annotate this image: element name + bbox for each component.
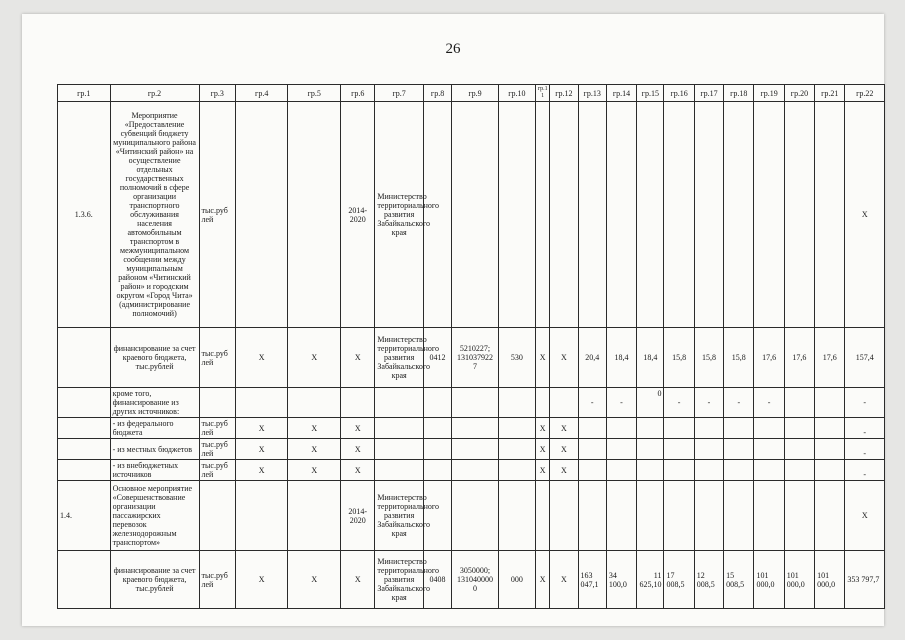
col-header: гр.20 xyxy=(784,85,814,102)
cell-g17: 15,8 xyxy=(694,328,723,388)
cell-g18: - xyxy=(724,388,754,418)
cell-g11: Х xyxy=(536,439,550,460)
cell-g15: 11 625,10 xyxy=(637,551,664,609)
cell-g17: - xyxy=(694,388,723,418)
col-header: гр.9 xyxy=(452,85,499,102)
col-header: гр.8 xyxy=(423,85,451,102)
cell-g10: 530 xyxy=(498,328,535,388)
col-header: гр.18 xyxy=(724,85,754,102)
col-header: гр.14 xyxy=(606,85,636,102)
unit-cell: тыс.руб лей xyxy=(199,439,235,460)
col-header: гр.19 xyxy=(754,85,784,102)
col-header: гр.16 xyxy=(664,85,694,102)
activity-name: кроме того, финансирование из других источников: xyxy=(110,388,199,418)
col-header: гр.22 xyxy=(845,85,885,102)
cell-g19: 101 000,0 xyxy=(754,551,784,609)
cell-g22: - xyxy=(845,418,885,439)
cell-g16: 17 008,5 xyxy=(664,551,694,609)
activity-name: - из федерального бюджета xyxy=(110,418,199,439)
cell-g9: 5210227; 131037922 7 xyxy=(452,328,499,388)
cell-g13: - xyxy=(578,388,606,418)
years-cell: 2014-2020 xyxy=(341,481,375,551)
table-row xyxy=(58,460,885,481)
table-row xyxy=(58,102,885,328)
executor-cell: Министерство территориального развития Забайкальского края xyxy=(375,102,424,328)
cell-g8: 0412 xyxy=(423,328,451,388)
executor-cell: Министерство территориального развития Забайкальского края xyxy=(375,328,424,388)
cell-g10: 000 xyxy=(498,551,535,609)
table-row xyxy=(58,439,885,460)
unit-cell: тыс.руб лей xyxy=(199,551,235,609)
col-header: гр.12 xyxy=(550,85,578,102)
col-header: гр.5 xyxy=(288,85,341,102)
cell-g16: 15,8 xyxy=(664,328,694,388)
cell-g4: Х xyxy=(235,460,288,481)
cell-g18: 15,8 xyxy=(724,328,754,388)
cell-g6: Х xyxy=(341,328,375,388)
col-header: гр.10 xyxy=(498,85,535,102)
cell-g11: Х xyxy=(536,328,550,388)
cell-g9: 3050000; 131040000 0 xyxy=(452,551,499,609)
col-header: гр.1 xyxy=(58,85,111,102)
cell-g22: 157,4 xyxy=(845,328,885,388)
cell-g5: Х xyxy=(288,418,341,439)
col-header: гр.13 xyxy=(578,85,606,102)
cell-g21: 101 000,0 xyxy=(815,551,845,609)
cell-g12: Х xyxy=(550,460,578,481)
col-header: гр.4 xyxy=(235,85,288,102)
col-header: гр.15 xyxy=(637,85,664,102)
cell-g19: - xyxy=(754,388,784,418)
cell-g11: Х xyxy=(536,551,550,609)
header-row xyxy=(58,85,885,102)
cell-g17: 12 008,5 xyxy=(694,551,723,609)
page-number: 26 xyxy=(445,41,461,57)
cell-g18: 15 008,5 xyxy=(724,551,754,609)
executor-cell: Министерство территориального развития Забайкальского края xyxy=(375,481,424,551)
cell-g22: - xyxy=(845,388,885,418)
col-header: гр.17 xyxy=(694,85,723,102)
table-row xyxy=(58,418,885,439)
unit-cell: тыс.руб лей xyxy=(199,418,235,439)
cell-g20: 17,6 xyxy=(784,328,814,388)
activity-name: финансирование за счет краевого бюджета, тыс.рублей xyxy=(110,328,199,388)
executor-cell: Министерство территориального развития Забайкальского края xyxy=(375,551,424,609)
table-row xyxy=(58,551,885,609)
cell-g11: Х xyxy=(536,460,550,481)
years-cell: 2014-2020 xyxy=(341,102,375,328)
cell-g22: 353 797,7 xyxy=(845,551,885,609)
activity-name: финансирование за счет краевого бюджета, тыс.рублей xyxy=(110,551,199,609)
col-header: гр.7 xyxy=(375,85,424,102)
row-number: 1.4. xyxy=(58,481,111,551)
unit-cell: тыс.руб лей xyxy=(199,102,235,328)
col-header: гр.3 xyxy=(199,85,235,102)
cell-g13: 163 047,1 xyxy=(578,551,606,609)
program-table xyxy=(57,84,885,609)
table-row xyxy=(58,481,885,551)
col-header: гр.2 xyxy=(110,85,199,102)
cell-g14: 34 100,0 xyxy=(606,551,636,609)
col-header: гр.1 1 xyxy=(536,85,550,102)
cell-g5: Х xyxy=(288,460,341,481)
cell-g14: 18,4 xyxy=(606,328,636,388)
cell-g4: Х xyxy=(235,418,288,439)
col-header: гр.21 xyxy=(815,85,845,102)
table-row xyxy=(58,388,885,418)
cell-g20: 101 000,0 xyxy=(784,551,814,609)
cell-g21: 17,6 xyxy=(815,328,845,388)
activity-name: Мероприятие «Предоставление субвенций бюджету муниципального района «Читинский район» на осуществление отдельных государственных полномочий в сфере организации транспортного обслуживания населения автомобильным транспортом в межмуниципальном сообщении между муниципальным районом «Читинский район» и городским округом «Город Чита» (администрирование полномочий) xyxy=(110,102,199,328)
cell-g12: Х xyxy=(550,418,578,439)
unit-cell: тыс.руб лей xyxy=(199,328,235,388)
cell-g4: Х xyxy=(235,439,288,460)
cell-g5: Х xyxy=(288,551,341,609)
cell-g19: 17,6 xyxy=(754,328,784,388)
row-number: 1.3.6. xyxy=(58,102,111,328)
cell-g5: Х xyxy=(288,328,341,388)
cell-g14: - xyxy=(606,388,636,418)
cell-g22: - xyxy=(845,460,885,481)
cell-g4: Х xyxy=(235,551,288,609)
unit-cell: тыс.руб лей xyxy=(199,460,235,481)
cell-g4: Х xyxy=(235,328,288,388)
cell-g6: Х xyxy=(341,551,375,609)
cell-g15: 18,4 xyxy=(637,328,664,388)
cell-g15: 0 xyxy=(637,388,664,418)
activity-name: Основное мероприятие «Совершенствование организации пассажирских перевозок железнодорожным транспортом» xyxy=(110,481,199,551)
cell-g5: Х xyxy=(288,439,341,460)
cell-g13: 20,4 xyxy=(578,328,606,388)
cell-g12: Х xyxy=(550,328,578,388)
col-header: гр.6 xyxy=(341,85,375,102)
cell-g8: 0408 xyxy=(423,551,451,609)
activity-name: - из местных бюджетов xyxy=(110,439,199,460)
cell-g6: Х xyxy=(341,439,375,460)
cell-g16: - xyxy=(664,388,694,418)
cell-g22: Х xyxy=(845,102,885,328)
table-row xyxy=(58,328,885,388)
cell-g22: - xyxy=(845,439,885,460)
cell-g22: Х xyxy=(845,481,885,551)
cell-g11: Х xyxy=(536,418,550,439)
cell-g12: Х xyxy=(550,439,578,460)
activity-name: - из внебюджетных источников xyxy=(110,460,199,481)
cell-g12: Х xyxy=(550,551,578,609)
cell-g6: Х xyxy=(341,418,375,439)
cell-g6: Х xyxy=(341,460,375,481)
document-page xyxy=(22,14,884,626)
